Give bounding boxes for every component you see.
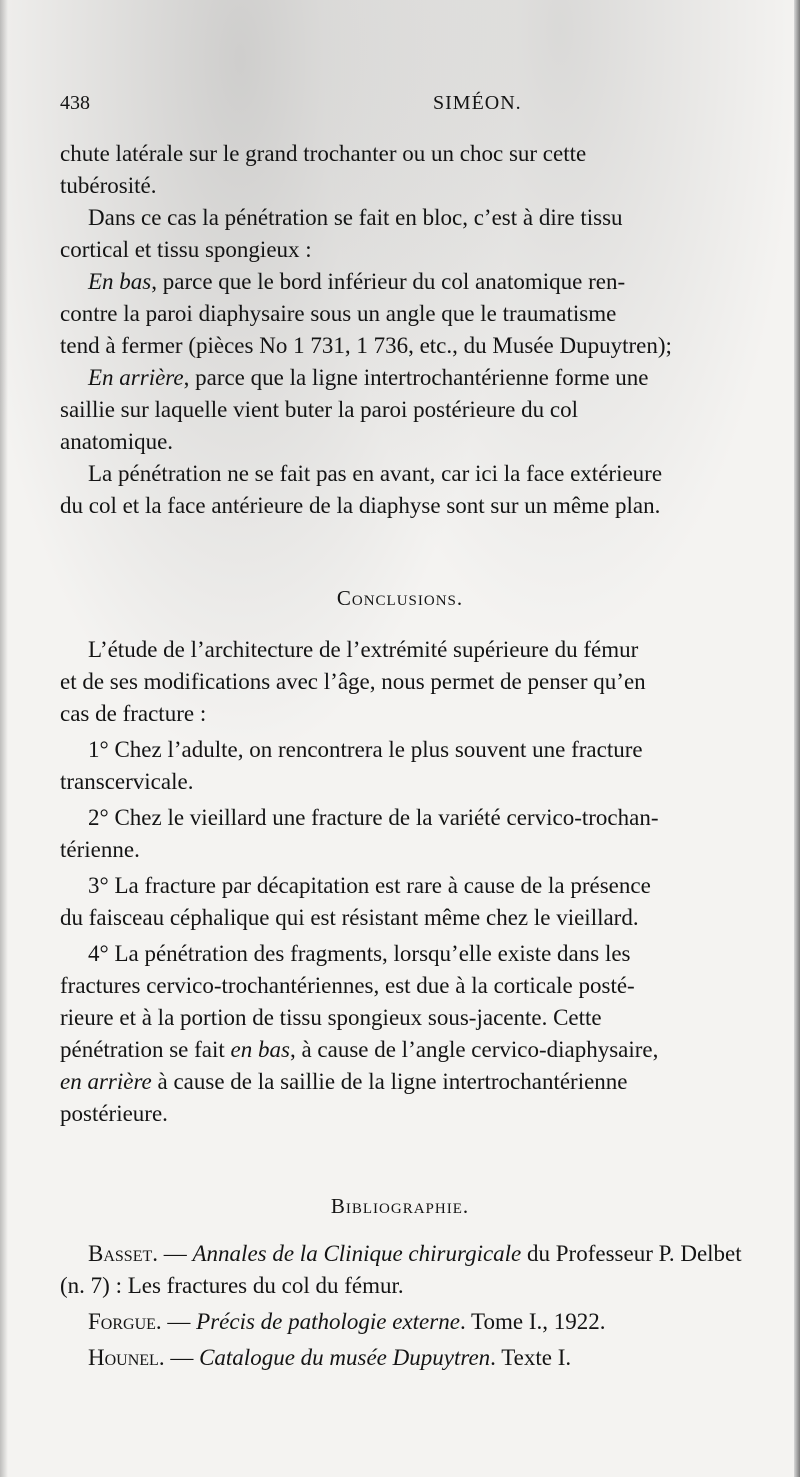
text-line	[60, 1066, 756, 1098]
text-line	[60, 266, 756, 298]
text-fragment: , à cause de l’angle cervico-diaphysaire,	[289, 1037, 659, 1062]
text-line: saillie sur laquelle vient buter la paroi postérieure du col	[60, 397, 578, 422]
text-line: tubérosité.	[60, 173, 157, 198]
text-line: L’étude de l’architecture de l’extrémité supérieure du fémur	[88, 637, 639, 662]
text-line: du faisceau céphalique qui est résistant même chez le vieillard.	[60, 905, 639, 930]
text-line: cas de fracture :	[60, 701, 207, 726]
text-line: rieure et à la portion de tissu spongieux sous-jacente. Cette	[60, 1005, 602, 1030]
text-line: postérieure.	[60, 1101, 168, 1126]
text-fragment: , parce que la ligne intertrochantérienne forme une	[183, 365, 649, 390]
work-title: Précis de pathologie externe	[196, 1309, 460, 1334]
text-fragment: pénétration se fait	[60, 1037, 231, 1062]
text-line: (n. 7) : Les fractures du col du fémur.	[60, 1273, 404, 1298]
text-fragment: à cause de la saillie de la ligne intertrochantérienne	[151, 1069, 628, 1094]
text-line: tend à fermer (pièces No 1 731, 1 736, etc., du Musée Dupuytren);	[60, 333, 672, 358]
separator: . —	[152, 1241, 193, 1266]
text-fragment: . Texte I.	[490, 1345, 572, 1370]
text-line: 2° Chez le vieillard une fracture de la variété cervico-trochan-	[88, 805, 659, 830]
page-right-edge	[794, 0, 800, 1477]
text-line: 1° Chez l’adulte, on rencontrera le plus souvent une fracture	[88, 737, 643, 762]
text-line	[60, 1034, 756, 1066]
text-line: cortical et tissu spongieux :	[60, 237, 312, 262]
running-head: SIMÉON.	[433, 92, 522, 114]
bibliography-list	[60, 1238, 756, 1374]
italic-lead: En arrière	[88, 365, 184, 390]
author-name: Hounel	[88, 1345, 159, 1370]
text-line: chute latérale sur le grand trochanter ou un choc sur cette	[60, 141, 587, 166]
text-fragment: . Tome I., 1922.	[459, 1309, 606, 1334]
body-text	[60, 138, 756, 522]
text-line: et de ses modifications avec l’âge, nous permet de penser qu’en	[60, 669, 646, 694]
italic-fragment: en bas	[230, 1037, 290, 1062]
text-line: fractures cervico-trochantériennes, est due à la corticale posté-	[60, 973, 635, 998]
work-title: Annales de la Clinique chirurgicale	[192, 1241, 522, 1266]
text-line: 4° La pénétration des fragments, lorsqu’elle existe dans les	[88, 941, 631, 966]
separator: . —	[158, 1345, 200, 1370]
section-heading-bibliography: Bibliographie.	[330, 1194, 470, 1218]
bibliography-entry	[60, 1342, 756, 1374]
text-line: anatomique.	[60, 429, 174, 454]
section-heading-conclusions: Conclusions.	[336, 586, 464, 610]
text-line: Dans ce cas la pénétration se fait en bloc, c’est à dire tissu	[88, 205, 623, 230]
work-title: Catalogue du musée Dupuytren	[199, 1345, 491, 1370]
text-fragment: du Professeur P. Delbet	[521, 1241, 742, 1266]
text-line: du col et la face antérieure de la diaphyse sont sur un même plan.	[60, 493, 661, 518]
separator: . —	[155, 1309, 197, 1334]
page-header	[60, 92, 760, 122]
author-name: Basset	[88, 1241, 153, 1266]
conclusions-text	[60, 634, 756, 1130]
text-fragment: , parce que le bord inférieur du col anatomique ren-	[151, 269, 626, 294]
text-line: contre la paroi diaphysaire sous un angle que le traumatisme	[60, 301, 617, 326]
italic-lead: En bas	[88, 269, 152, 294]
bibliography-entry	[60, 1306, 756, 1338]
italic-fragment: en arrière	[60, 1069, 152, 1094]
page-number: 438	[60, 92, 90, 114]
text-line: La pénétration ne se fait pas en avant, car ici la face extérieure	[88, 461, 663, 486]
text-line: 3° La fracture par décapitation est rare à cause de la présence	[88, 873, 651, 898]
author-name: Forgue	[88, 1309, 156, 1334]
text-line: transcervicale.	[60, 769, 194, 794]
text-line: térienne.	[60, 837, 140, 862]
page-left-shadow	[0, 0, 8, 1477]
bibliography-entry	[60, 1238, 756, 1270]
text-line	[60, 362, 756, 394]
